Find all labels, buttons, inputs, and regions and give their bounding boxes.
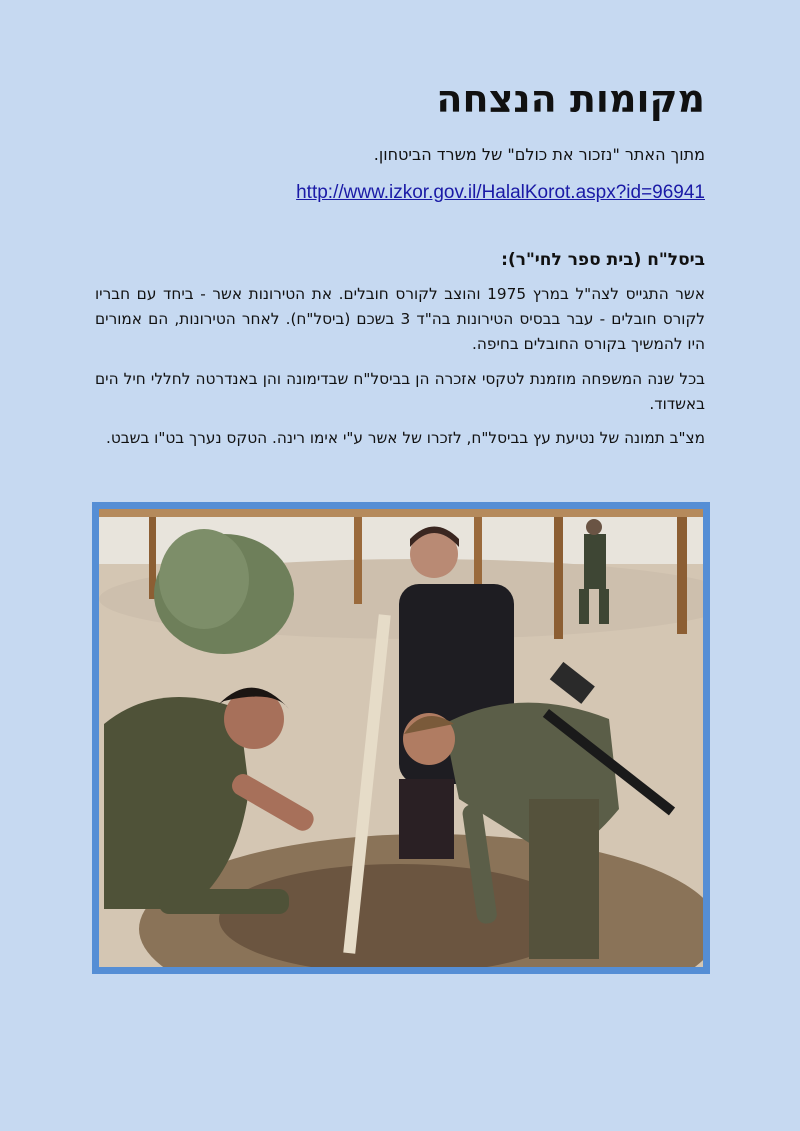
page-title: מקומות הנצחה — [436, 77, 705, 121]
photo-illustration — [99, 509, 703, 967]
source-link[interactable]: http://www.izkor.gov.il/HalalKorot.aspx?id=96941 — [296, 182, 705, 203]
paragraph-photo-caption: מצ"ב תמונה של נטיעת עץ בביסל"ח, לזכרו של אשר ע"י אימו רינה. הטקס נערך בט"ו בשבט. — [106, 429, 705, 447]
paragraph-enlistment: אשר התגייס לצה"ל במרץ 1975 והוצב לקורס חובלים. את הטירונות אשר - ביחד עם חבריו לקורס חובלים - עבר בבסיס הטירונות בה"ד 3 בשכם (ביסל"ח). לאחר הטירונות, הם אמורים היו להמשיך בקורס החובלים בחיפה. — [95, 285, 705, 353]
paragraph-memorial-ceremonies: בכל שנה המשפחה מוזמנת לטקסי אזכרה הן בביסל"ח שבדימונה והן באנדרטה לחללי חיל הים באשדוד. — [95, 370, 705, 413]
tree-planting-photo — [92, 502, 710, 974]
source-line: מתוך האתר "נזכור את כולם" של משרד הביטחון. — [373, 145, 705, 164]
section-heading: ביסל"ח (בית ספר לחי"ר): — [501, 250, 705, 270]
